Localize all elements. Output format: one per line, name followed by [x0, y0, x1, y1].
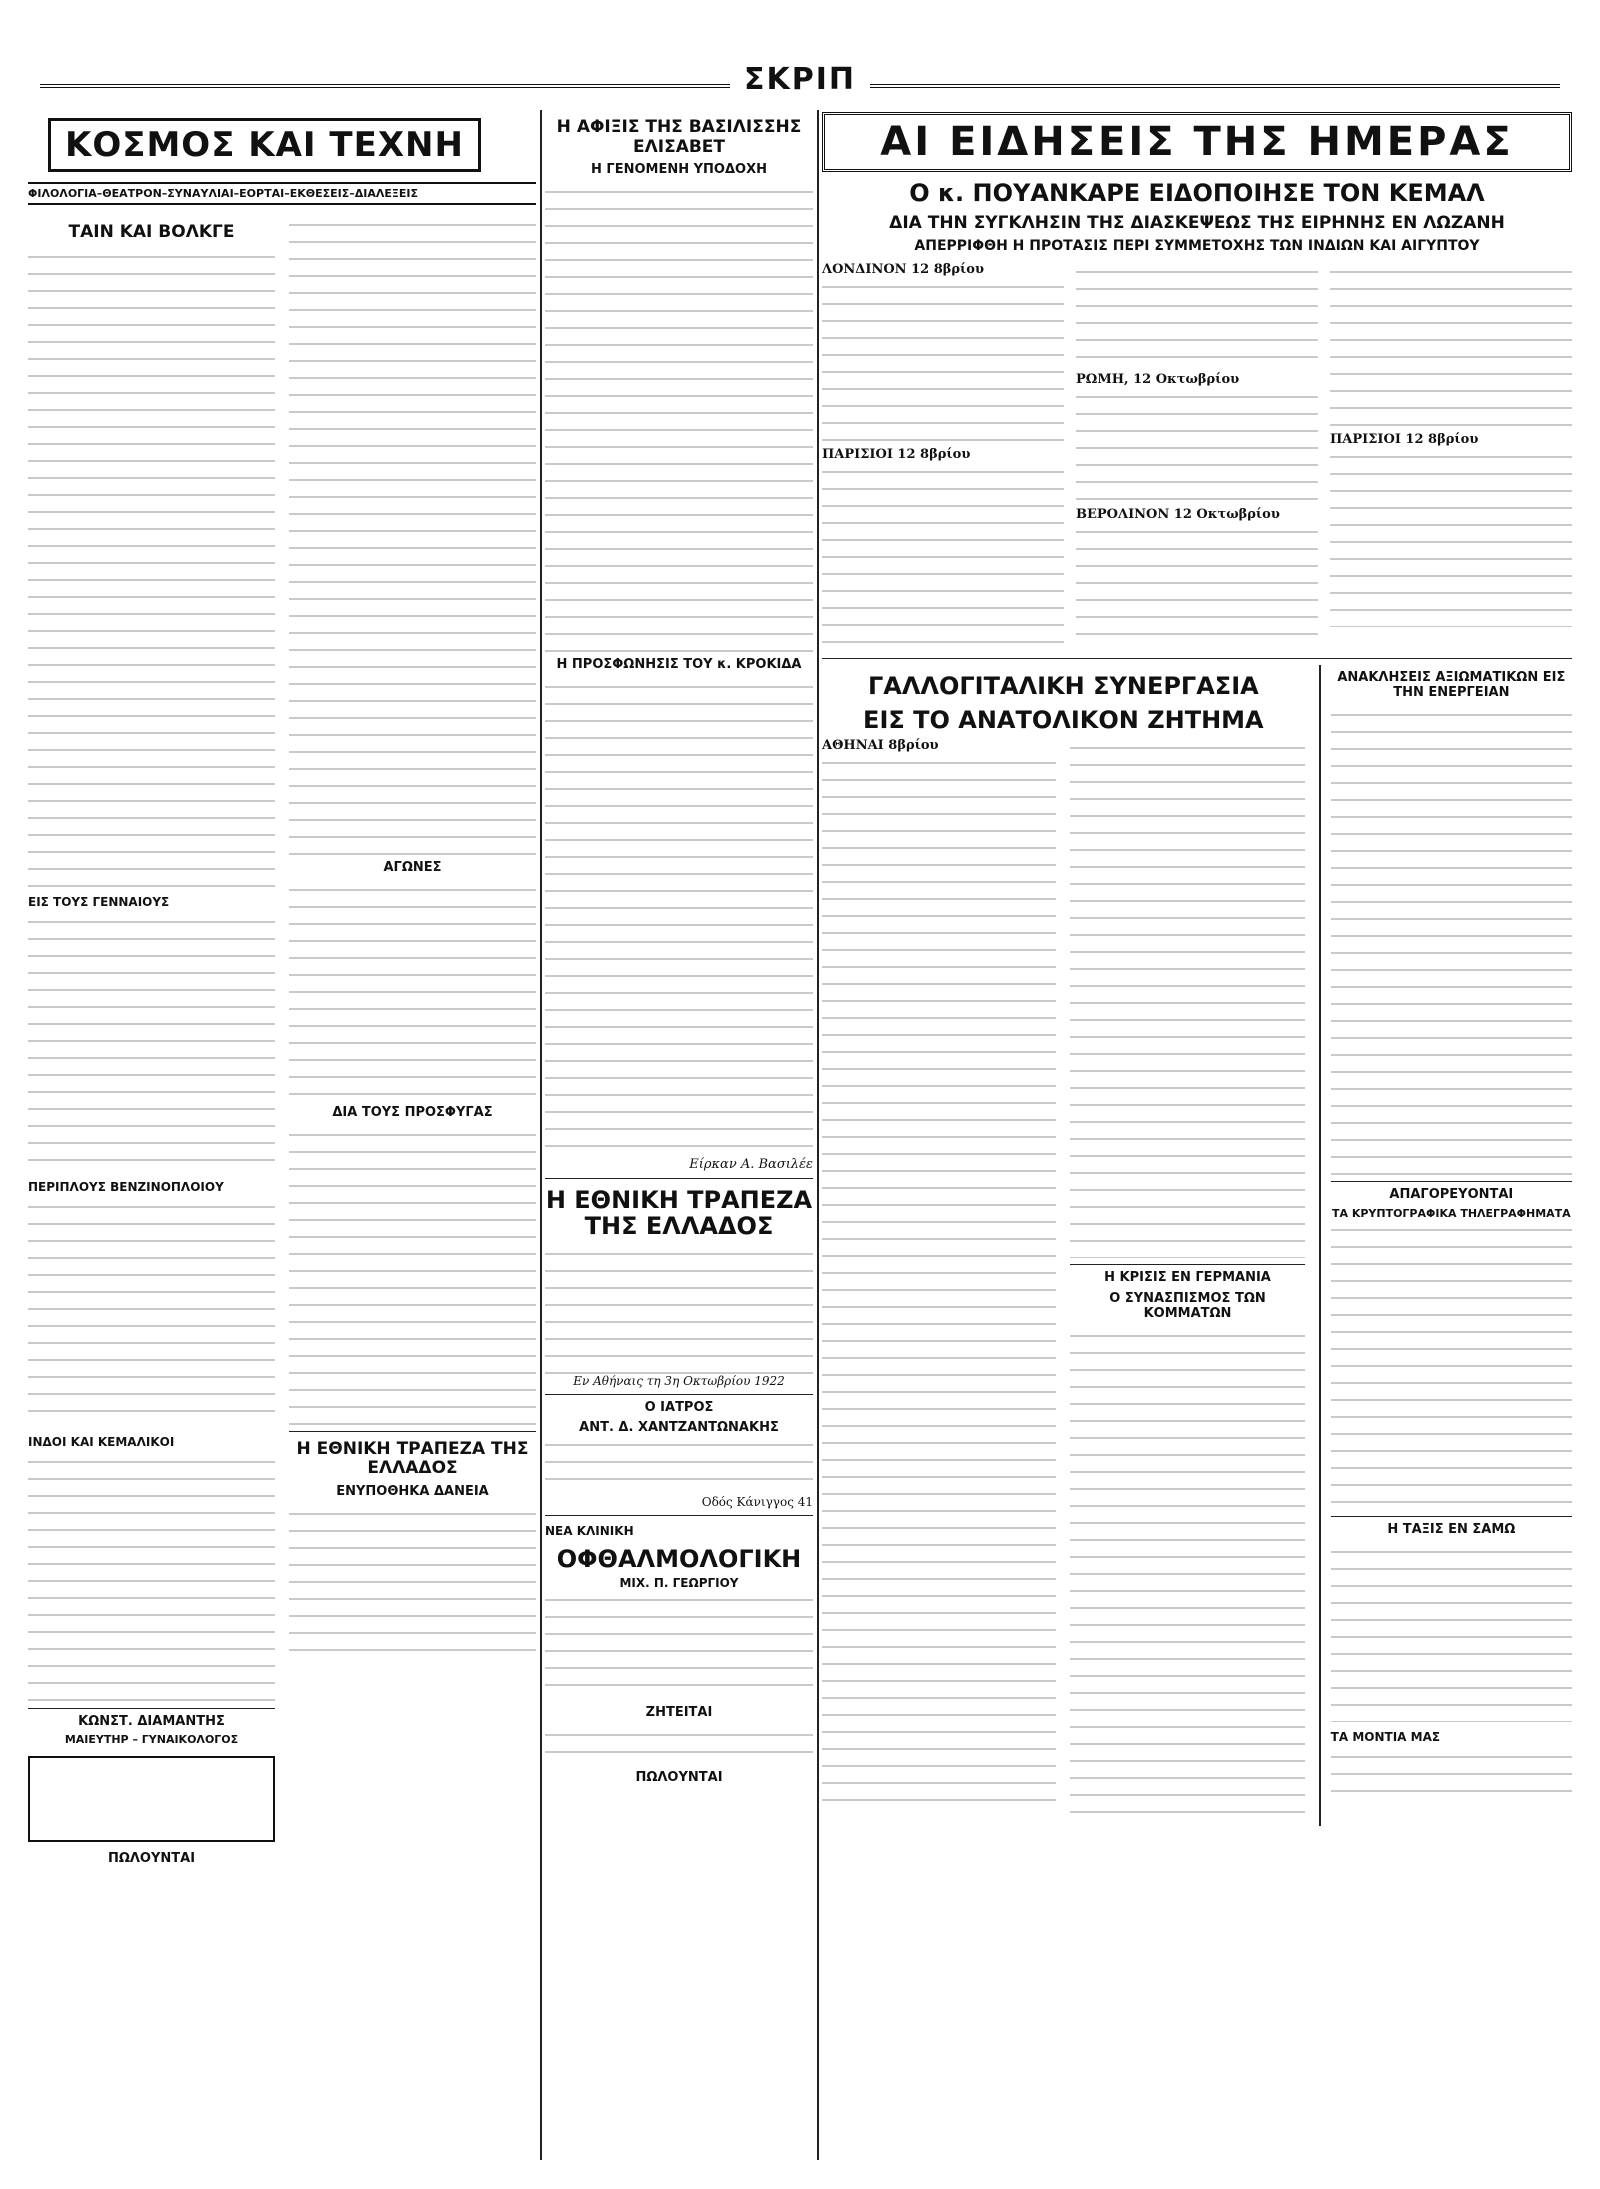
ad-box — [28, 1756, 275, 1842]
section-title: ΚΟΣΜΟΣ ΚΑΙ ΤΕΧΝΗ — [65, 125, 464, 165]
headline-prosfyges: ΔΙΑ ΤΟΥΣ ΠΡΟΣΦΥΓΑΣ — [332, 1104, 493, 1120]
headline-indoi: ΙΝΔΟΙ ΚΑΙ ΚΕΜΑΛΙΚΟΙ — [28, 1434, 175, 1449]
article-text-lines — [1076, 262, 1318, 372]
headline-bank-left-sub: ΕΝΥΠΟΘΗΚΑ ΔΑΝΕΙΑ — [336, 1483, 489, 1499]
headline-polountai: ΠΩΛΟΥΝΤΑΙ — [635, 1770, 723, 1786]
dateline-athens: ΑΘΗΝΑΙ 8βρίου — [822, 737, 939, 753]
divider — [1331, 1516, 1572, 1517]
article-text-lines — [1331, 1220, 1572, 1510]
headline-zitoumai: ΖΗΤΕΙΤΑΙ — [645, 1705, 713, 1721]
masthead — [40, 62, 1560, 102]
headline-montia: ΤΑ ΜΟΝΤΙΑ ΜΑΣ — [1330, 1729, 1441, 1744]
article-text-lines — [1330, 447, 1572, 627]
column-middle — [545, 110, 813, 2160]
kicker-india-egypt: ΑΠΕΡΡΙΦΘΗ Η ΠΡΟΤΑΣΙΣ ΠΕΡΙ ΣΥΜΜΕΤΟΧΗΣ ΤΩΝ ΙΝΔΙΩΝ ΚΑΙ ΑΙΓΥΠΤΟΥ — [914, 237, 1480, 254]
news-three-cols — [822, 262, 1572, 652]
article-text-lines — [289, 1125, 536, 1425]
column-rule — [817, 110, 819, 2160]
masthead-title: ΣΚΡΙΠ — [730, 62, 870, 97]
ad-doctor-role: ΜΑΙΕΥΤΗΡ – ΓΥΝΑΙΚΟΛΟΓΟΣ — [64, 1733, 239, 1747]
headline-afixis: Η ΑΦΙΞΙΣ ΤΗΣ ΒΑΣΙΛΙΣΣΗΣ ΕΛΙΣΑΒΕΤ — [556, 117, 802, 157]
lower-news-a — [822, 738, 1056, 1826]
column-left — [28, 110, 536, 2160]
headline-iatros: Ο ΙΑΤΡΟΣ — [644, 1399, 714, 1415]
iatros-address: Οδός Κάνιγγος 41 — [701, 1494, 813, 1509]
article-text-lines — [545, 677, 813, 1157]
left-subcol-a — [28, 215, 275, 1871]
article-text-lines — [1331, 1542, 1572, 1722]
article-text-lines — [28, 1452, 275, 1702]
headline-samos: Η ΤΑΞΙΣ ΕΝ ΣΑΜΩ — [1387, 1521, 1516, 1537]
dateline-london: ΛΟΝΔΙΝΟΝ 12 8βρίου — [822, 261, 984, 277]
divider — [545, 1394, 813, 1395]
clinic-kicker: ΝΕΑ ΚΛΙΝΙΚΗ — [545, 1523, 634, 1538]
clinic-doctor: ΜΙΧ. Π. ΓΕΩΡΓΙΟΥ — [619, 1576, 739, 1591]
headline-ypodoxi: Η ΓΕΝΟΜΕΝΗ ΥΠΟΔΟΧΗ — [591, 162, 767, 178]
dateline-berlin: ΒΕΡΟΛΙΝΟΝ 12 Οκτωβρίου — [1076, 506, 1280, 522]
headline-coalition: Ο ΣΥΝΑΣΠΙΣΜΟΣ ΤΩΝ ΚΟΜΜΑΤΩΝ — [1109, 1290, 1266, 1321]
article-text-lines — [545, 182, 813, 652]
column-right — [822, 110, 1572, 2160]
lower-news-b — [1070, 738, 1304, 1826]
lower-news-side — [1319, 665, 1572, 1826]
headline-gallo-italian: ΓΑΛΛΟΓΙΤΑΛΙΚΗ ΣΥΝΕΡΓΑΣΙΑ — [867, 671, 1259, 700]
article-text-lines — [1076, 387, 1318, 507]
ad-doctor-name: ΚΩΝΣΤ. ΔΙΑΜΑΝΤΗΣ — [78, 1713, 225, 1729]
section-subtitle: ΦΙΛΟΛΟΓΙΑ–ΘΕΑΤΡΟΝ–ΣΥΝΑΥΛΙΑΙ–ΕΟΡΤΑΙ–ΕΚΘΕΣΕΙΣ–ΔΙΑΛΕΞΕΙΣ — [28, 182, 536, 205]
headline-recalls: ΑΝΑΚΛΗΣΕΙΣ ΑΞΙΩΜΑΤΙΚΩΝ ΕΙΣ ΤΗΝ ΕΝΕΡΓΕΙΑΝ — [1337, 669, 1566, 700]
article-text-lines — [28, 1197, 275, 1427]
bank-date: Εν Αθήναις τη 3η Οκτωβρίου 1922 — [573, 1373, 785, 1388]
headline-bank-left: Η ΕΘΝΙΚΗ ΤΡΑΠΕΖΑ ΤΗΣ ΕΛΛΑΔΟΣ — [296, 1438, 529, 1479]
divider — [28, 1708, 275, 1709]
dateline-paris: ΠΑΡΙΣΙΟΙ 12 8βρίου — [822, 446, 971, 462]
headline-bank: Η ΕΘΝΙΚΗ ΤΡΑΠΕΖΑ ΤΗΣ ΕΛΛΑΔΟΣ — [545, 1185, 813, 1241]
headline-periplous: ΠΕΡΙΠΛΟΥΣ ΒΕΝΖΙΝΟΠΛΟΙΟΥ — [28, 1179, 224, 1194]
news-col-b — [1076, 262, 1318, 652]
article-text-lines — [28, 247, 275, 887]
headline-taine: ΤΑΙΝ ΚΑΙ ΒΟΛΚΓΕ — [68, 222, 235, 242]
article-text-lines — [289, 1504, 536, 1664]
article-text-lines — [545, 1244, 813, 1374]
headline-prosfonisis: Η ΠΡΟΣΦΩΝΗΣΙΣ ΤΟΥ κ. ΚΡΟΚΙΔΑ — [556, 657, 802, 673]
column-rule — [540, 110, 542, 2160]
dateline-paris-2: ΠΑΡΙΣΙΟΙ 12 8βρίου — [1330, 431, 1479, 447]
headline-agones: ΑΓΩΝΕΣ — [383, 860, 442, 875]
iatros-name: ΑΝΤ. Δ. ΧΑΝΤΖΑΝΤΩΝΑΚΗΣ — [579, 1419, 779, 1435]
article-text-lines — [1330, 262, 1572, 432]
divider — [822, 658, 1572, 659]
dateline-rome: ΡΩΜΗ, 12 Οκτωβρίου — [1076, 371, 1240, 387]
article-text-lines — [822, 462, 1064, 652]
headline-lausanne: ΔΙΑ ΤΗΝ ΣΥΓΚΛΗΣΙΝ ΤΗΣ ΔΙΑΣΚΕΨΕΩΣ ΤΗΣ ΕΙΡΗΝΗΣ ΕΝ ΛΩΖΑΝΗ — [889, 213, 1505, 234]
article-text-lines — [545, 1590, 813, 1700]
divider — [1331, 1181, 1572, 1182]
headline-eastern-question: ΕΙΣ ΤΟ ΑΝΑΤΟΛΙΚΟΝ ΖΗΤΗΜΑ — [863, 706, 1264, 735]
ad-bottom: ΠΩΛΟΥΝΤΑΙ — [107, 1851, 196, 1867]
lower-news-split — [822, 738, 1305, 1826]
news-col-c — [1330, 262, 1572, 652]
headline-poincare: Ο κ. ΠΟΥΑΝΚΑΡΕ ΕΙΔΟΠΟΙΗΣΕ ΤΟΝ ΚΕΜΑΛ — [909, 179, 1485, 207]
headline-forbidden: ΑΠΑΓΟΡΕΥΟΝΤΑΙ — [1389, 1186, 1514, 1202]
divider — [545, 1178, 813, 1179]
article-text-lines — [289, 880, 536, 1100]
article-text-lines — [822, 753, 1056, 1813]
news-banner: ΑΙ ΕΙΔΗΣΕΙΣ ΤΗΣ ΗΜΕΡΑΣ — [822, 112, 1572, 172]
article-text-lines — [545, 1435, 813, 1495]
article-text-lines — [1070, 738, 1304, 1258]
article-text-lines — [1070, 1326, 1304, 1826]
article-text-lines — [822, 277, 1064, 447]
headline-crisis-germany: Η ΚΡΙΣΙΣ ΕΝ ΓΕΡΜΑΝΙΑ — [1104, 1269, 1271, 1285]
lower-news — [822, 665, 1572, 1826]
section-title-box — [48, 118, 481, 172]
left-subcol-b — [289, 215, 536, 1871]
divider — [1070, 1264, 1304, 1265]
article-text-lines — [1331, 1747, 1572, 1807]
article-text-lines — [289, 215, 536, 855]
signature: Είρκαν Α. Βασιλέε — [689, 1156, 813, 1172]
news-col-a — [822, 262, 1064, 652]
lower-news-main — [822, 665, 1305, 1826]
article-text-lines — [1076, 522, 1318, 642]
article-text-lines — [1331, 705, 1572, 1175]
headline-cipher: ΤΑ ΚΡΥΠΤΟΓΡΑΦΙΚΑ ΤΗΛΕΓΡΑΦΗΜΑΤΑ — [1331, 1206, 1571, 1220]
article-text-lines — [28, 912, 275, 1172]
divider — [289, 1431, 536, 1432]
headline-gennaioi: ΕΙΣ ΤΟΥΣ ΓΕΝΝΑΙΟΥΣ — [28, 894, 170, 909]
headline-clinic: ΟΦΘΑΛΜΟΛΟΓΙΚΗ — [556, 1544, 802, 1573]
left-split — [28, 215, 536, 1871]
divider — [545, 1515, 813, 1516]
article-text-lines — [545, 1725, 813, 1765]
